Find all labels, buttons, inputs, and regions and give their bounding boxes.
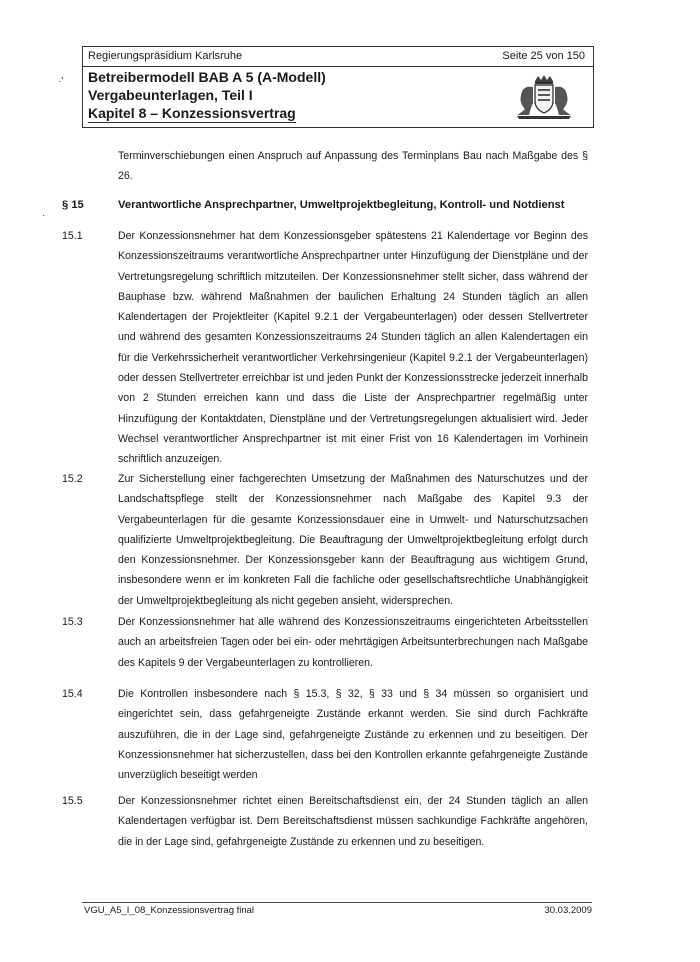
header-titles (88, 68, 498, 123)
header-organization: Regierungspräsidium Karlsruhe (88, 50, 243, 62)
header-top-row (83, 47, 593, 67)
paragraph-number: 15.3 (62, 616, 83, 628)
header-page-info: Seite 25 von 150 (502, 50, 585, 62)
footer-filename: VGU_A5_I_08_Konzessionsvertrag final (84, 905, 255, 916)
section-number: § 15 (62, 199, 84, 211)
paragraph-number: 15.1 (62, 230, 83, 242)
section-title: Verantwortliche Ansprechpartner, Umweltprojektbegleitung, Kontroll- und Notdienst (118, 199, 565, 211)
page-header (82, 46, 594, 128)
header-title-line3: Kapitel 8 – Konzessionsvertrag (88, 105, 296, 121)
scan-mark: · (42, 210, 46, 221)
paragraph-text: Zur Sicherstellung einer fachgerechten Umsetzung der Maßnahmen des Naturschutzes und der Landschaftspflege stellt der Konzessionsnehmer nach Maßgabe des Kapitel 9.3 der Vergabeunterlagen für die gesamte Konzessionsdauer eine in Umwelt- und Naturschutzsachen qualifizierte Umweltprojektbegleitung. Die Beauftragung der Umweltprojektbegleitung erfolgt durch den Konzessionsnehmer. Der Konzessionsgeber kann der Beauftragung aus wichtigem Grund, insbesondere wenn er im konkreten Fall die fachliche oder gesellschaftsrechtliche Unabhängigkeit der Umweltprojektbegleitung als nicht gegeben ansieht, widersprechen. (118, 473, 588, 607)
paragraph-number: 15.4 (62, 688, 83, 700)
footer-date: 30.03.2009 (544, 905, 592, 916)
footer-rule (82, 902, 592, 903)
coat-of-arms-icon (511, 73, 577, 121)
paragraph-text: Der Konzessionsnehmer hat alle während des Konzessionszeitraums eingerichteten Arbeitsstellen auch an arbeitsfreien Tagen oder bei ein- oder mehrtägigen Arbeitsunterbrechungen nach Maßgabe des Kapitels 9 der Vergabeunterlagen zu kontrollieren. (118, 616, 588, 669)
paragraph-number: 15.2 (62, 473, 83, 485)
paragraph-text: Der Konzessionsnehmer hat dem Konzessionsgeber spätestens 21 Kalendertage vor Beginn des Konzessionszeitraums verantwortliche Ansprechpartner unter Hinzufügung der Dienstpläne und der Vertretungsregelung schriftlich mitzuteilen. Der Konzessionsnehmer stellt sicher, dass während der Bauphase bzw. während Maßnahmen der baulichen Erhaltung 24 Stunden täglich an allen Kalendertagen der Projektleiter (Kapitel 9.2.1 der Vergabeunterlagen) oder dessen Stellvertreter und während des gesamten Konzessionszeitraums 24 Stunden täglich an allen Kalendertagen ein für die Verkehrssicherheit verantwortlicher Verkehrsingenieur (Kapitel 9.2.1 der Vergabeunterlagen) oder dessen Stellvertreter erreichbar ist und jeden Punkt der Konzessionsstrecke jederzeit innerhalb von 2 Stunden erreichen kann und dass die Liste der Ansprechpartner regelmäßig unter Hinzufügung der Kontaktdaten, Dienstpläne und der Vertretungsregelungen aktualisiert wird. Jeder Wechsel verantwortlicher Ansprechpartner ist mit einer Frist von 16 Kalendertagen im Vorhinein schriftlich anzuzeigen. (118, 230, 588, 466)
scan-mark: ·' (58, 76, 64, 87)
paragraph-text: Die Kontrollen insbesondere nach § 15.3, § 32, § 33 und § 34 müssen so organisiert und eingerichtet sein, dass gefahrgeneigte Zustände erkannt werden. Sie sind durch Fachkräfte auszuführen, die in der Lage sind, gefahrgeneigte Zustände zu erkennen und zu beseitigen. Der Konzessionsnehmer hat sicherzustellen, dass bei den Kontrollen erkannte gefahrgeneigte Zustände unverzüglich beseitigt werden (118, 688, 588, 782)
header-title-line2: Vergabeunterlagen, Teil I (88, 87, 253, 103)
paragraph-text: Der Konzessionsnehmer richtet einen Bereitschaftsdienst ein, der 24 Stunden täglich an allen Kalendertagen verfügbar ist. Dem Bereitschaftsdienst müssen sachkundige Fachkräfte angehören, die in der Lage sind, gefahrgeneigte Zustände zu erkennen und zu beseitigen. (118, 795, 588, 848)
paragraph-number: 15.5 (62, 795, 83, 807)
header-title-line1: Betreibermodell BAB A 5 (A-Modell) (88, 69, 326, 85)
intro-paragraph: Terminverschiebungen einen Anspruch auf Anpassung des Terminplans Bau nach Maßgabe des § 26. (118, 150, 588, 183)
